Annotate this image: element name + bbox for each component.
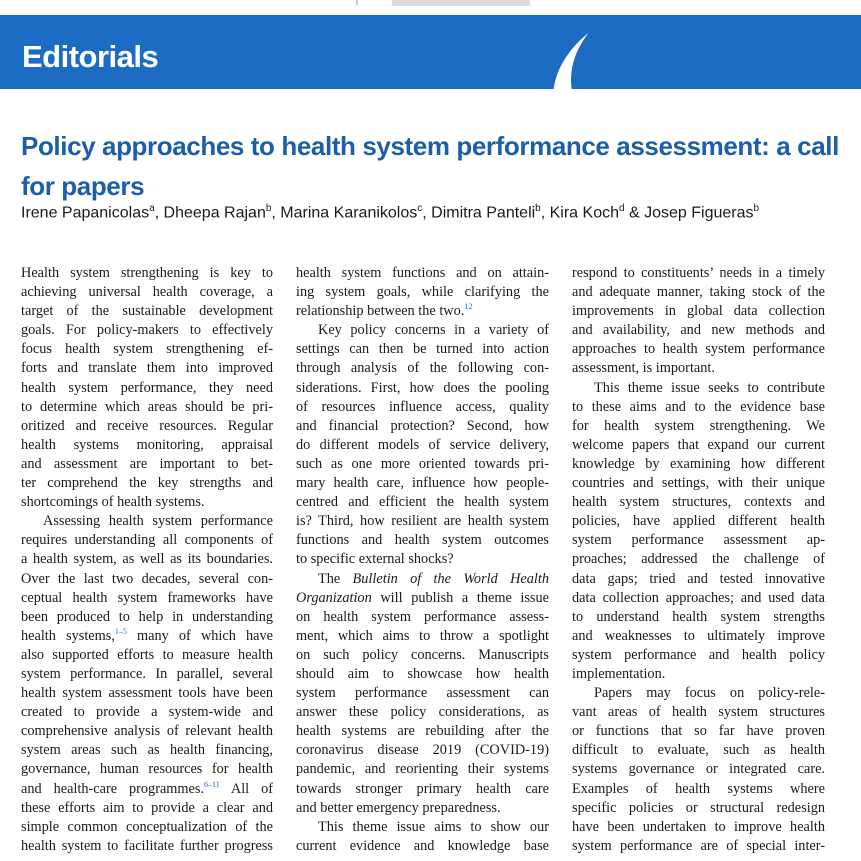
body-text-line: for health system strengthening. We bbox=[572, 417, 825, 434]
body-text-line: and weaknesses to ultimately improve bbox=[572, 627, 825, 644]
body-text-line: on health system performance assess- bbox=[296, 608, 549, 625]
body-text-line: a health system, as well as its boundaries. bbox=[21, 551, 273, 568]
body-text-line: health system to facilitate further progress bbox=[21, 837, 273, 854]
affiliation-mark: a bbox=[149, 203, 155, 214]
body-text-line: do different models of service delivery, bbox=[296, 436, 549, 453]
affiliation-mark: b bbox=[265, 203, 272, 214]
body-text-line: vant areas of health system structures bbox=[572, 704, 825, 721]
journal-name: Bulletin of the World Health bbox=[352, 570, 549, 587]
body-text-line: and assessment are important to bet- bbox=[21, 455, 273, 472]
author: Irene Papanicolas bbox=[21, 204, 150, 222]
author: Josep Figueras bbox=[644, 204, 754, 222]
affiliation-mark: c bbox=[417, 203, 423, 214]
body-text-line: ing system goals, while clarifying the bbox=[296, 284, 549, 301]
body-text-line: also supported efforts to measure health bbox=[21, 646, 273, 663]
body-text-line: answer these policy considerations, as bbox=[296, 704, 549, 721]
body-text-line: health system performance, they need bbox=[21, 379, 273, 396]
body-text-line: to specific external shocks? bbox=[296, 551, 454, 568]
banner-curve bbox=[571, 15, 861, 89]
body-text-line: through analysis of the following con- bbox=[296, 360, 549, 377]
section-title: Editorials bbox=[22, 39, 159, 74]
body-text-line: have been undertaken to improve health bbox=[572, 818, 825, 835]
text-column-2 bbox=[296, 264, 549, 856]
body-text-line: shortcomings of health systems. bbox=[21, 494, 205, 511]
body-text-line: system performance are of special inter- bbox=[572, 837, 825, 854]
body-text-line: mary health care, influence how people- bbox=[296, 475, 549, 492]
body-text-line: current evidence and knowledge base bbox=[296, 837, 549, 854]
body-text-line: countries and settings, with their unique bbox=[572, 475, 825, 492]
body-text-line: oritized and receive resources. Regular bbox=[21, 417, 273, 434]
text-column-3 bbox=[572, 264, 825, 856]
body-text-line: and health-care programmes.$^{6-11}$ All of bbox=[21, 779, 273, 797]
body-text-line: knowledge by examining how different bbox=[572, 455, 825, 472]
body-text-line: these efforts aim to provide a clear and bbox=[21, 799, 273, 816]
body-text-line: and financial protection? Second, how bbox=[296, 417, 549, 434]
body-text-line: target of the sustainable development bbox=[21, 303, 273, 320]
body-text-line: ter comprehend the key strengths and bbox=[21, 475, 273, 492]
body-text-line: health systems,$^{1-5}$ many of which have bbox=[21, 627, 273, 644]
divider bbox=[356, 0, 358, 5]
body-text-line: functions and health system outcomes bbox=[296, 532, 549, 549]
body-text-line: requires understanding all components of bbox=[21, 532, 273, 549]
author: Kira Koch bbox=[549, 204, 619, 222]
author: Marina Karanikolos bbox=[280, 204, 418, 222]
reference-link[interactable]: 1–5 bbox=[114, 627, 127, 637]
body-text-line: to determine which areas should be pri- bbox=[21, 398, 273, 415]
body-text-line: health systems are rebuilding after the bbox=[296, 723, 549, 740]
body-text-line: system performance assessment ap- bbox=[572, 532, 825, 549]
body-text-line: governance, human resources for health bbox=[21, 761, 273, 778]
body-text-line: ceptual health system frameworks have bbox=[21, 589, 273, 606]
body-text-line: such as one more oriented towards pri- bbox=[296, 455, 549, 472]
body-text-line: proaches; addressed the challenge of bbox=[572, 551, 825, 568]
tab-indicator bbox=[392, 0, 530, 6]
body-text-line: on such policy concerns. Manuscripts bbox=[296, 646, 549, 663]
body-text-line: welcome papers that expand our current bbox=[572, 436, 825, 453]
body-text-line: improvements in global data collection bbox=[572, 303, 825, 320]
body-text-line: specific policies or structural redesign bbox=[572, 799, 825, 816]
journal-name: Organization bbox=[296, 589, 372, 606]
body-text-line: siderations. First, how does the pooling bbox=[296, 379, 549, 396]
top-strip bbox=[0, 0, 861, 8]
body-text-line: to understand health system strengths bbox=[572, 608, 825, 625]
body-text-line: Organization will publish a theme issue bbox=[296, 589, 549, 606]
body-text-line: system performance. In parallel, several bbox=[21, 665, 273, 682]
body-text-line: simple common conceptualization of the bbox=[21, 818, 273, 835]
text-column-1 bbox=[21, 264, 273, 856]
body-text-line: created to provide a system-wide and bbox=[21, 704, 273, 721]
body-text-line: implementation. bbox=[572, 665, 666, 682]
body-text-line: should aim to showcase how health bbox=[296, 665, 549, 682]
body-text-line: Papers may focus on policy-rele- bbox=[594, 685, 825, 702]
body-text-line: been produced to help in understanding bbox=[21, 608, 273, 625]
body-text-line: health systems monitoring, appraisal bbox=[21, 436, 273, 453]
body-text-line: systems governance or integrated care. bbox=[572, 761, 825, 778]
body-text-line: This theme issue aims to show our bbox=[318, 818, 549, 835]
body-text-line: towards stronger primary health care bbox=[296, 780, 549, 797]
affiliation-mark: b bbox=[753, 203, 760, 214]
body-text-line: and adequate manner, taking stock of the bbox=[572, 284, 825, 301]
body-text-line: data gaps; tried and tested innovative bbox=[572, 570, 825, 587]
body-text-line: forts and translate them into improved bbox=[21, 360, 273, 377]
body-text-line: Health system strengthening is key to bbox=[21, 265, 273, 281]
body-text-line: comprehensive analysis of relevant health bbox=[21, 723, 273, 740]
body-text-line: This theme issue seeks to contribute bbox=[594, 379, 825, 396]
body-text-line: ment, which aims to throw a spotlight bbox=[296, 627, 549, 644]
body-text-line: health system structures, contexts and bbox=[572, 494, 825, 511]
body-text-line: relationship between the two.$^{12}$ bbox=[296, 302, 473, 320]
body-text-line: data collection approaches; and used data bbox=[572, 589, 825, 606]
body-text-line: Key policy concerns in a variety of bbox=[318, 322, 549, 339]
body-text-line: and better emergency preparedness. bbox=[296, 799, 501, 816]
affiliation-mark: b bbox=[535, 203, 541, 214]
body-text-line: is? Third, how resilient are health system bbox=[296, 513, 549, 530]
body-text-line: pandemic, and reorienting their systems bbox=[296, 761, 549, 778]
body-text-line: to these aims and to the evidence base bbox=[572, 398, 825, 415]
body-text-line: difficult to evaluate, such as health bbox=[572, 742, 825, 759]
body-text-line: policies, have applied different health bbox=[572, 513, 825, 530]
body-text-line: settings can then be turned into action bbox=[296, 341, 549, 358]
body-text-line: focus health system strengthening ef- bbox=[21, 341, 273, 358]
body-text-line: coronavirus disease 2019 (COVID-19) bbox=[296, 742, 549, 759]
reference-link[interactable]: 6–11 bbox=[204, 779, 220, 789]
author: Dheepa Rajan bbox=[163, 204, 266, 222]
body-text-line: or functions that so far have proven bbox=[572, 723, 825, 740]
body-text-line: system performance assessment can bbox=[296, 685, 549, 702]
body-text-line: Over the last two decades, several con- bbox=[21, 570, 273, 587]
section-banner bbox=[0, 15, 861, 89]
body-text-line: goals. For policy-makers to effectively bbox=[21, 322, 273, 339]
body-text-line: respond to constituents’ needs in a timely bbox=[572, 265, 825, 281]
author: Dimitra Panteli bbox=[431, 204, 536, 222]
body-text-line: health system functions and on attain- bbox=[296, 265, 549, 281]
affiliation-mark: d bbox=[619, 203, 625, 214]
body-text-line: system performance and health policy bbox=[572, 646, 825, 663]
body-text-line: Assessing health system performance bbox=[43, 513, 273, 530]
body-text-line: and availability, and new methods and bbox=[572, 322, 825, 339]
body-text-line: approaches to health system performance bbox=[572, 341, 825, 358]
article-title: Policy approaches to health system performance assessment: a call for papers bbox=[21, 131, 839, 201]
body-text-line: achieving universal health coverage, a bbox=[21, 284, 273, 301]
body-text-line: The Bulletin of the World Health bbox=[318, 570, 549, 587]
body-text-line: centred and efficient the health system bbox=[296, 494, 549, 511]
reference-link[interactable]: 12 bbox=[464, 302, 473, 312]
body-text-line: of resources influence access, quality bbox=[296, 398, 549, 415]
body-text-line: health system assessment tools have been bbox=[21, 685, 273, 702]
author-list: Irene Papanicolas$^a$, Dheepa Rajan$^b$, Marina Karanikolos$^c$, Dimitra Panteli$^b$, Kira Koch$^d$ & Josep Figueras$^b$ bbox=[21, 203, 760, 222]
body-text-line: system areas such as health financing, bbox=[21, 742, 273, 759]
body-text-line: assessment, is important. bbox=[572, 360, 715, 377]
body-text-line: Examples of health systems where bbox=[572, 780, 825, 797]
